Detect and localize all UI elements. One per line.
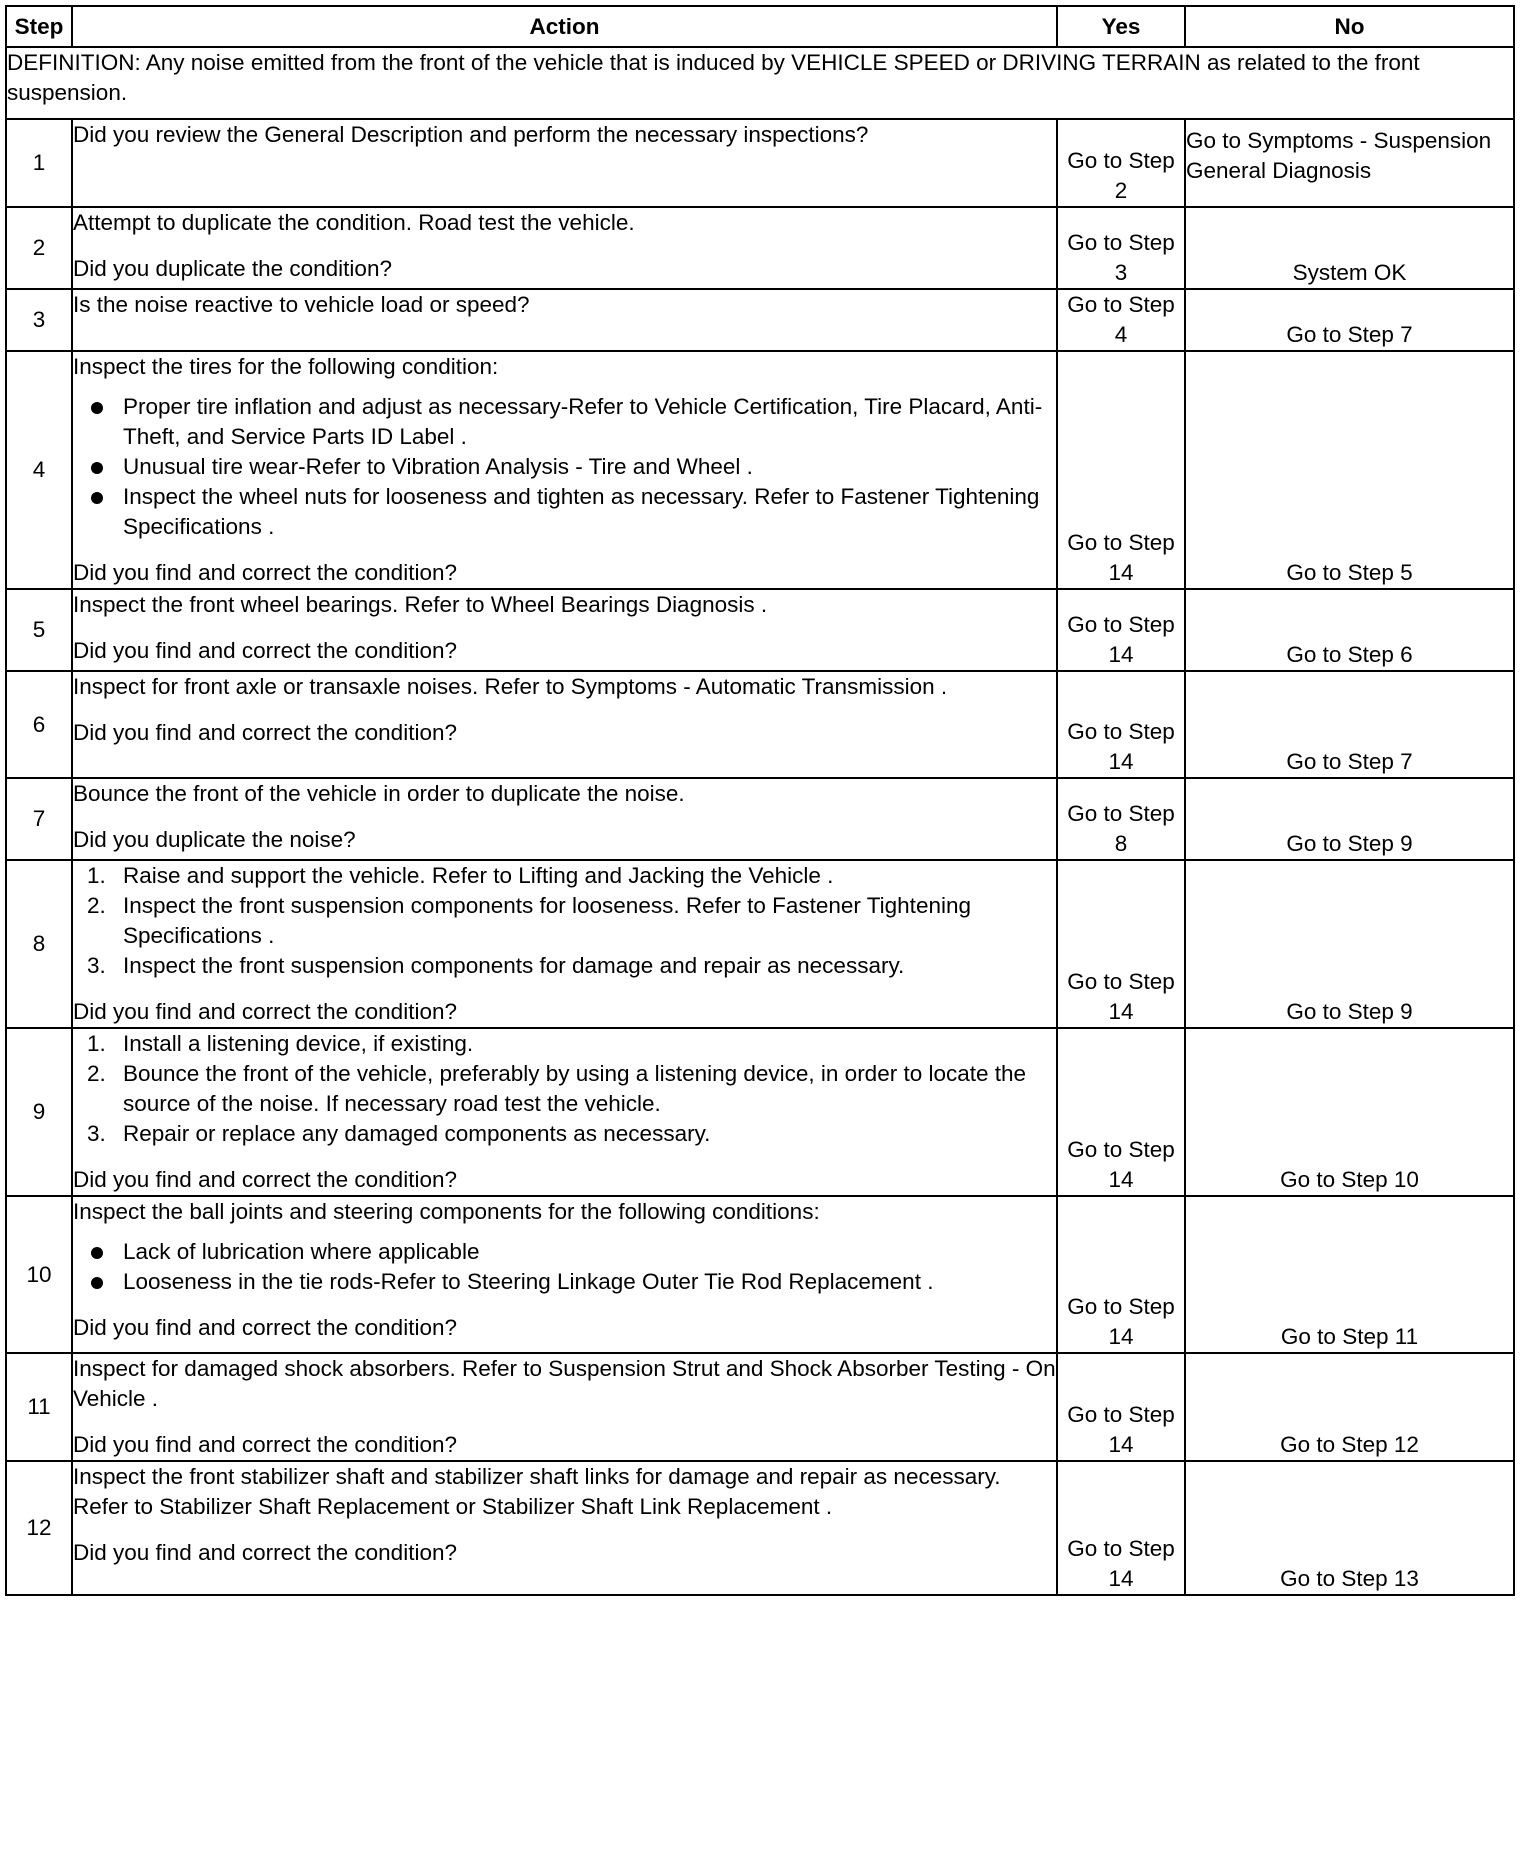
step-number: 8 xyxy=(6,860,72,1028)
action-question: Did you find and correct the condition? xyxy=(73,1432,457,1457)
action-text: Inspect the front wheel bearings. Refer to Wheel Bearings Diagnosis . xyxy=(73,592,768,617)
action-cell xyxy=(72,1028,1057,1196)
yes-cell: Go to Step 14 xyxy=(1057,1353,1185,1461)
no-cell: Go to Step 7 xyxy=(1185,671,1514,778)
list-item: 1. Install a listening device, if existing. xyxy=(87,1031,474,1056)
table-row xyxy=(6,1461,1514,1595)
numbered-list xyxy=(73,861,1056,981)
bullet-list xyxy=(73,1237,1056,1297)
list-item: 2. Inspect the front suspension components for looseness. Refer to Fastener Tightening Specifications . xyxy=(87,893,971,948)
step-number: 10 xyxy=(6,1196,72,1353)
table-row xyxy=(6,289,1514,351)
no-cell: Go to Step 7 xyxy=(1185,289,1514,351)
action-question: Did you find and correct the condition? xyxy=(73,999,457,1024)
action-question: Did you find and correct the condition? xyxy=(73,638,457,663)
definition-text: DEFINITION: Any noise emitted from the front of the vehicle that is induced by VEHICLE SPEED or DRIVING TERRAIN as related to the front suspension. xyxy=(6,47,1514,119)
action-text: Inspect the ball joints and steering components for the following conditions: xyxy=(73,1199,820,1224)
action-cell xyxy=(72,1353,1057,1461)
step-number: 11 xyxy=(6,1353,72,1461)
action-text: Inspect the tires for the following condition: xyxy=(73,354,499,379)
list-item: 2. Bounce the front of the vehicle, preferably by using a listening device, in order to locate the source of the noise. If necessary road test the vehicle. xyxy=(87,1061,1027,1116)
no-cell: Go to Step 6 xyxy=(1185,589,1514,671)
table-row xyxy=(6,778,1514,860)
bullet-item: Lack of lubrication where applicable xyxy=(73,1237,1056,1267)
step-number: 7 xyxy=(6,778,72,860)
no-cell: Go to Step 10 xyxy=(1185,1028,1514,1196)
numbered-list xyxy=(73,1029,1056,1149)
header-row xyxy=(6,6,1514,47)
no-cell: Go to Symptoms - Suspension General Diagnosis xyxy=(1185,119,1514,207)
no-cell: Go to Step 9 xyxy=(1185,860,1514,1028)
bullet-item: Unusual tire wear-Refer to Vibration Analysis - Tire and Wheel . xyxy=(73,452,1056,482)
table-row xyxy=(6,1028,1514,1196)
diagnostic-table xyxy=(5,5,1515,1596)
no-cell: Go to Step 13 xyxy=(1185,1461,1514,1595)
action-text: Inspect the front stabilizer shaft and stabilizer shaft links for damage and repair as necessary. Refer to Stabilizer Shaft Replacement or Stabilizer Shaft Link Replacement . xyxy=(73,1464,1001,1519)
header-no: No xyxy=(1185,6,1514,47)
action-question: Did you duplicate the noise? xyxy=(73,827,356,852)
no-cell: Go to Step 11 xyxy=(1185,1196,1514,1353)
action-cell xyxy=(72,1461,1057,1595)
action-text: Is the noise reactive to vehicle load or speed? xyxy=(73,292,530,317)
action-text: Inspect for front axle or transaxle noises. Refer to Symptoms - Automatic Transmission . xyxy=(73,674,948,699)
action-text: Bounce the front of the vehicle in order to duplicate the noise. xyxy=(73,781,685,806)
no-cell: System OK xyxy=(1185,207,1514,289)
bullet-list xyxy=(73,392,1056,542)
list-item: 1. Raise and support the vehicle. Refer to Lifting and Jacking the Vehicle . xyxy=(87,863,834,888)
action-cell xyxy=(72,860,1057,1028)
table-row xyxy=(6,671,1514,778)
action-cell xyxy=(72,1196,1057,1353)
header-yes: Yes xyxy=(1057,6,1185,47)
yes-cell: Go to Step 4 xyxy=(1057,289,1185,351)
list-item: 3. Inspect the front suspension components for damage and repair as necessary. xyxy=(87,953,905,978)
action-question: Did you find and correct the condition? xyxy=(73,1540,457,1565)
no-cell: Go to Step 9 xyxy=(1185,778,1514,860)
action-cell xyxy=(72,589,1057,671)
yes-cell: Go to Step 3 xyxy=(1057,207,1185,289)
action-text: Attempt to duplicate the condition. Road test the vehicle. xyxy=(73,210,635,235)
action-cell xyxy=(72,671,1057,778)
step-number: 1 xyxy=(6,119,72,207)
bullet-item: Proper tire inflation and adjust as necessary-Refer to Vehicle Certification, Tire Placard, Anti-Theft, and Service Parts ID Label . xyxy=(73,392,1056,452)
action-question: Did you find and correct the condition? xyxy=(73,560,457,585)
bullet-item: Looseness in the tie rods-Refer to Steering Linkage Outer Tie Rod Replacement . xyxy=(73,1267,1056,1297)
step-number: 5 xyxy=(6,589,72,671)
header-action: Action xyxy=(72,6,1057,47)
action-question: Did you find and correct the condition? xyxy=(73,720,457,745)
table-row xyxy=(6,1196,1514,1353)
step-number: 2 xyxy=(6,207,72,289)
action-cell xyxy=(72,351,1057,589)
bullet-item: Inspect the wheel nuts for looseness and tighten as necessary. Refer to Fastener Tightening Specifications . xyxy=(73,482,1056,542)
yes-cell: Go to Step 14 xyxy=(1057,1196,1185,1353)
action-cell xyxy=(72,207,1057,289)
yes-cell: Go to Step 14 xyxy=(1057,1461,1185,1595)
action-text: Inspect for damaged shock absorbers. Refer to Suspension Strut and Shock Absorber Testing - On Vehicle . xyxy=(73,1356,1056,1411)
table-row xyxy=(6,860,1514,1028)
step-number: 3 xyxy=(6,289,72,351)
list-item: 3. Repair or replace any damaged components as necessary. xyxy=(87,1121,711,1146)
step-number: 6 xyxy=(6,671,72,778)
table-row xyxy=(6,1353,1514,1461)
action-cell xyxy=(72,778,1057,860)
definition-row xyxy=(6,47,1514,119)
yes-cell: Go to Step 14 xyxy=(1057,860,1185,1028)
table-row xyxy=(6,119,1514,207)
no-cell: Go to Step 12 xyxy=(1185,1353,1514,1461)
yes-cell: Go to Step 8 xyxy=(1057,778,1185,860)
table-row xyxy=(6,589,1514,671)
no-cell: Go to Step 5 xyxy=(1185,351,1514,589)
action-question: Did you find and correct the condition? xyxy=(73,1167,457,1192)
action-cell xyxy=(72,119,1057,207)
yes-cell: Go to Step 14 xyxy=(1057,671,1185,778)
yes-cell: Go to Step 14 xyxy=(1057,1028,1185,1196)
step-number: 9 xyxy=(6,1028,72,1196)
step-number: 12 xyxy=(6,1461,72,1595)
table-row xyxy=(6,351,1514,589)
yes-cell: Go to Step 14 xyxy=(1057,351,1185,589)
action-question: Did you duplicate the condition? xyxy=(73,256,392,281)
header-step: Step xyxy=(6,6,72,47)
yes-cell: Go to Step 14 xyxy=(1057,589,1185,671)
yes-cell: Go to Step 2 xyxy=(1057,119,1185,207)
table-row xyxy=(6,207,1514,289)
action-cell xyxy=(72,289,1057,351)
action-text: Did you review the General Description and perform the necessary inspections? xyxy=(73,122,869,147)
action-question: Did you find and correct the condition? xyxy=(73,1315,457,1340)
step-number: 4 xyxy=(6,351,72,589)
